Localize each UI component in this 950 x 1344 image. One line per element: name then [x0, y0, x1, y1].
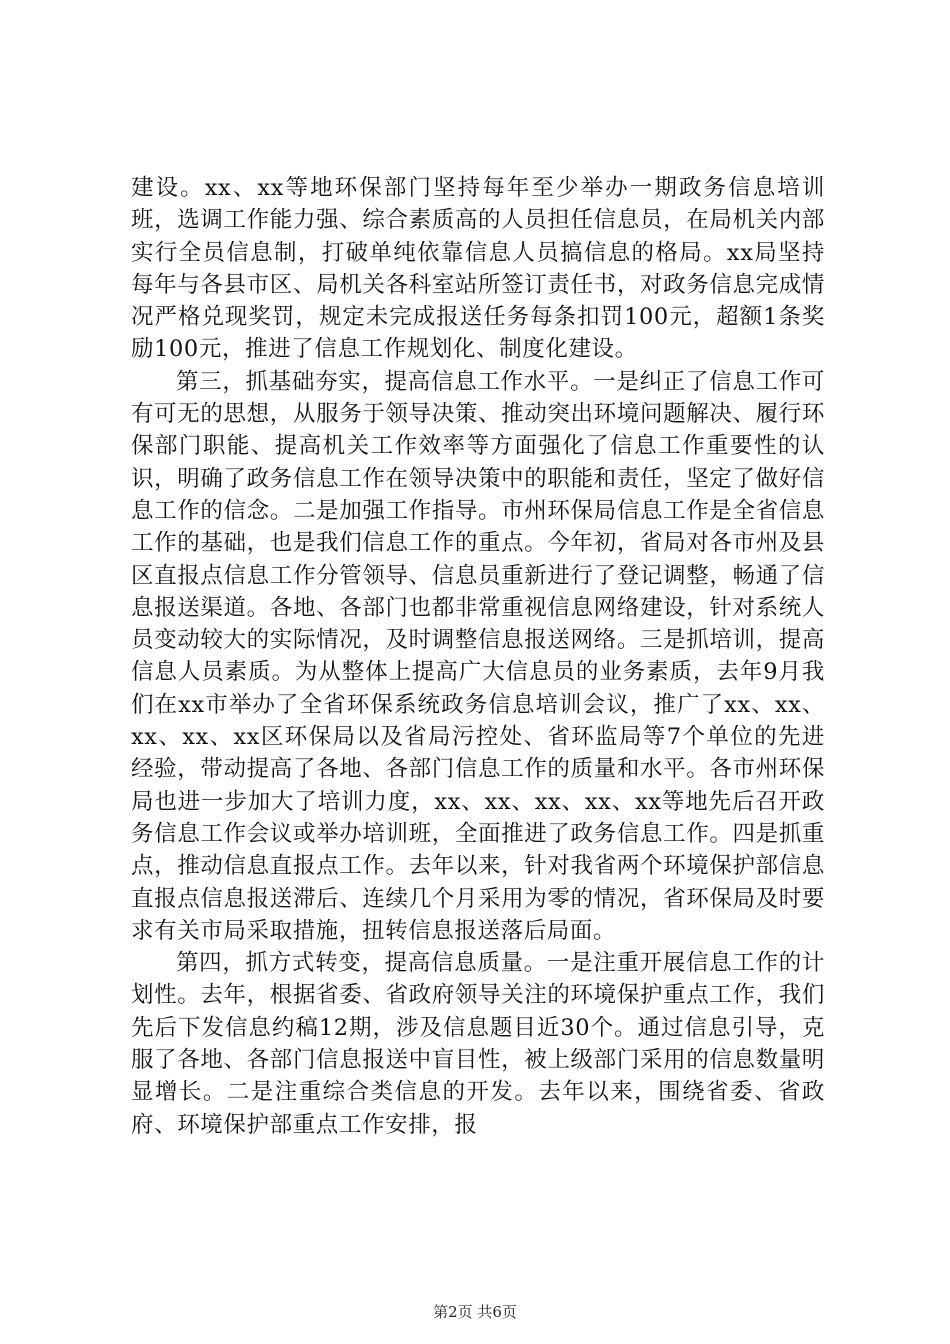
- page-number-footer: 第2页 共6页: [433, 1303, 517, 1321]
- document-body: [131, 172, 825, 1141]
- paragraph-3: 第四，抓方式转变，提高信息质量。一是注重开展信息工作的计划性。去年，根据省委、省政府领导关注的环境保护重点工作，我们先后下发信息约稿12期，涉及信息题目近30个。通过信息引导，克服了各地、各部门信息报送中盲目性，被上级部门采用的信息数量明显增长。二是注重综合类信息的开发。去年以来，围绕省委、省政府、环境保护部重点工作安排，报: [131, 950, 825, 1138]
- paragraph-2: 第三，抓基础夯实，提高信息工作水平。一是纠正了信息工作可有可无的思想，从服务于领导决策、推动突出环境问题解决、履行环保部门职能、提高机关工作效率等方面强化了信息工作重要性的认识，明确了政务信息工作在领导决策中的职能和责任，坚定了做好信息工作的信念。二是加强工作指导。市州环保局信息工作是全省信息工作的基础，也是我们信息工作的重点。今年初，省局对各市州及县区直报点信息工作分管领导、信息员重新进行了登记调整，畅通了信息报送渠道。各地、各部门也都非常重视信息网络建设，针对系统人员变动较大的实际情况，及时调整信息报送网络。三是抓培训，提高信息人员素质。为从整体上提高广大信息员的业务素质，去年9月我们在xx市举办了全省环保系统政务信息培训会议，推广了xx、xx、xx、xx、xx区环保局以及省局污控处、省环监局等7个单位的先进经验，带动提高了各地、各部门信息工作的质量和水平。各市州环保局也进一步加大了培训力度，xx、xx、xx、xx、xx等地先后召开政务信息工作会议或举办培训班，全面推进了政务信息工作。四是抓重点，推动信息直报点工作。去年以来，针对我省两个环境保护部信息直报点信息报送滞后、连续几个月采用为零的情况，省环保局及时要求有关市局采取措施，扭转信息报送落后局面。: [131, 368, 825, 944]
- paragraph-1: 建设。xx、xx等地环保部门坚持每年至少举办一期政务信息培训班，选调工作能力强、综合素质高的人员担任信息员，在局机关内部实行全员信息制，打破单纯依靠信息人员搞信息的格局。xx局坚持每年与各县市区、局机关各科室站所签订责任书，对政务信息完成情况严格兑现奖罚，规定未完成报送任务每条扣罚100元，超额1条奖励100元，推进了信息工作规划化、制度化建设。: [131, 175, 825, 363]
